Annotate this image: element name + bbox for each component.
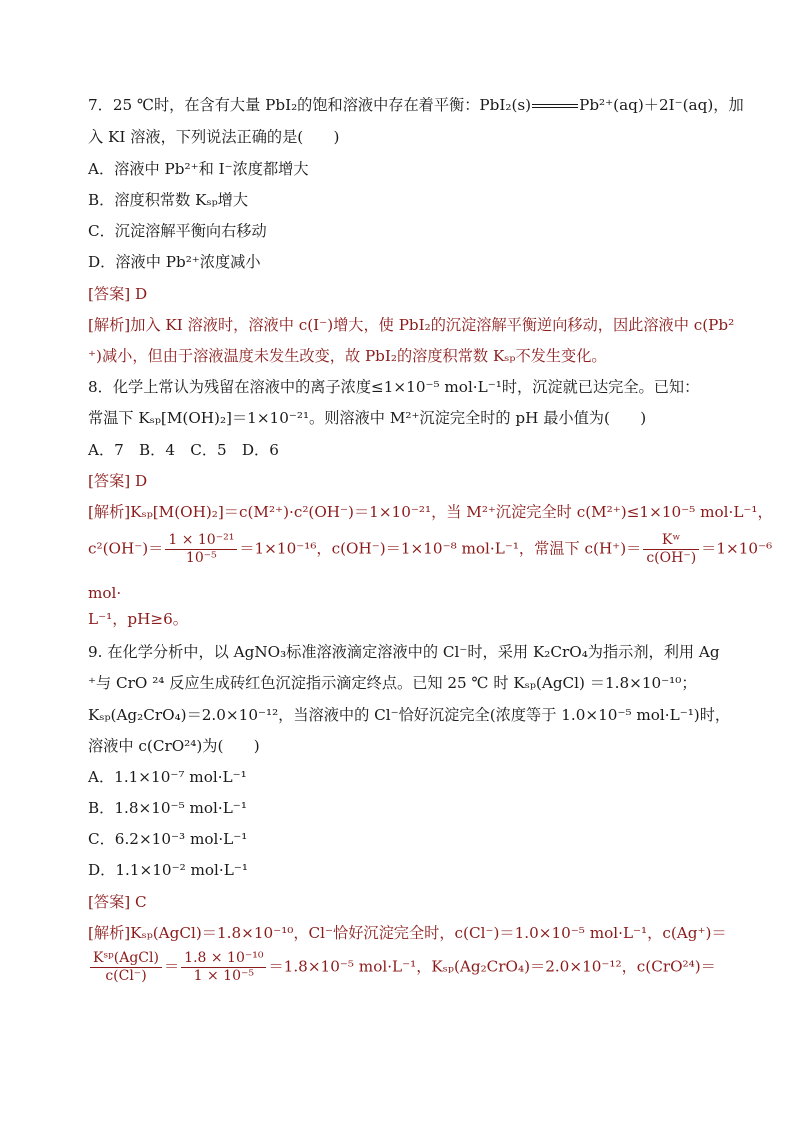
fraction-1-denominator: 10⁻⁵ <box>185 550 217 566</box>
q7-option-b: B．溶度积常数 Kₛₚ增大 <box>88 191 249 209</box>
fraction-1 <box>165 532 237 567</box>
fraction-3 <box>90 950 162 985</box>
fraction-4 <box>181 950 266 985</box>
q8-analysis-part-b: ＝1×10⁻¹⁶，c(OH⁻)＝1×10⁻⁸ mol·L⁻¹，常温下 c(H⁺)＝ <box>239 539 642 558</box>
q9-stem-line3: Kₛₚ(Ag₂CrO₄)＝2.0×10⁻¹²，当溶液中的 Cl⁻恰好沉淀完全(浓度等于 1.0×10⁻⁵ mol·L⁻¹)时， <box>88 706 731 724</box>
q7-option-a: A．溶液中 Pb²⁺和 I⁻浓度都增大 <box>88 160 309 178</box>
q8-stem-line2: 常温下 Kₛₚ[M(OH)₂]＝1×10⁻²¹。则溶液中 M²⁺沉淀完全时的 pH 最小值为( ) <box>88 409 647 427</box>
q7-stem-line2: 入 KI 溶液，下列说法正确的是( ) <box>88 128 340 146</box>
equals-sign: ＝ <box>163 957 180 976</box>
fraction-2-denominator: c(OH⁻) <box>646 550 697 566</box>
equilibrium-arrow-icon <box>532 104 578 108</box>
q9-option-c: C．6.2×10⁻³ mol·L⁻¹ <box>88 830 248 848</box>
q7-analysis-line1: [解析]加入 KI 溶液时，溶液中 c(I⁻)增大，使 PbI₂的沉淀溶解平衡逆向移动，因此溶液中 c(Pb² <box>88 316 735 334</box>
q8-analysis-line3: mol· <box>88 584 122 602</box>
q9-option-d: D．1.1×10⁻² mol·L⁻¹ <box>88 861 248 879</box>
q9-option-b: B．1.8×10⁻⁵ mol·L⁻¹ <box>88 799 247 817</box>
q8-analysis-part-c: ＝1×10⁻⁶ <box>701 539 773 558</box>
q8-analysis-line2 <box>88 532 772 567</box>
fraction-2-numerator: Kʷ <box>643 532 699 550</box>
q7-option-c: C．沉淀溶解平衡向右移动 <box>88 222 267 240</box>
fraction-2 <box>643 532 699 567</box>
fraction-4-denominator: 1 × 10⁻⁵ <box>193 968 254 984</box>
q9-analysis-part-b: ＝1.8×10⁻⁵ mol·L⁻¹，Kₛₚ(Ag₂CrO₄)＝2.0×10⁻¹²，c(CrO²⁴)＝ <box>268 957 716 976</box>
q8-answer: [答案] D <box>88 472 148 490</box>
q9-stem-line4: 溶液中 c(CrO²⁴)为( ) <box>88 737 260 755</box>
q8-analysis-part-a: c²(OH⁻)＝ <box>88 539 164 558</box>
fraction-4-numerator: 1.8 × 10⁻¹⁰ <box>181 950 266 968</box>
q9-stem-line1: 9. 在化学分析中，以 AgNO₃标准溶液滴定溶液中的 Cl⁻时，采用 K₂CrO₄为指示剂，利用 Ag <box>88 643 720 661</box>
q7-answer: [答案] D <box>88 285 148 303</box>
q9-option-a: A．1.1×10⁻⁷ mol·L⁻¹ <box>88 768 247 786</box>
fraction-3-numerator: Kˢᵖ(AgCl) <box>90 950 162 968</box>
q7-stem-line1b: Pb²⁺(aq)＋2I⁻(aq)，加 <box>579 96 744 114</box>
q7-analysis-line2: ⁺)减小，但由于溶液温度未发生改变，故 PbI₂的溶度积常数 Kₛₚ不发生变化。 <box>88 347 607 365</box>
q9-analysis-line2 <box>88 950 716 985</box>
q9-stem-line2: ⁺与 CrO ²⁴ 反应生成砖红色沉淀指示滴定终点。已知 25 ℃ 时 Kₛₚ(AgCl) ＝1.8×10⁻¹⁰； <box>88 674 697 692</box>
q9-answer: [答案] C <box>88 893 147 911</box>
fraction-1-numerator: 1 × 10⁻²¹ <box>165 532 237 550</box>
q8-analysis-line1: [解析]Kₛₚ[M(OH)₂]＝c(M²⁺)·c²(OH⁻)＝1×10⁻²¹，当 M²⁺沉淀完全时 c(M²⁺)≤1×10⁻⁵ mol·L⁻¹， <box>88 503 773 521</box>
q8-options: A．7 B．4 C．5 D．6 <box>88 441 279 459</box>
fraction-3-denominator: c(Cl⁻) <box>105 968 147 984</box>
q7-stem-line1 <box>88 95 744 115</box>
q7-stem-line1a: 7．25 ℃时，在含有大量 PbI₂的饱和溶液中存在着平衡：PbI₂(s) <box>88 96 532 114</box>
q9-analysis-line1: [解析]Kₛₚ(AgCl)＝1.8×10⁻¹⁰，Cl⁻恰好沉淀完全时，c(Cl⁻)＝1.0×10⁻⁵ mol·L⁻¹，c(Ag⁺)＝ <box>88 924 727 942</box>
q8-stem-line1: 8．化学上常认为残留在溶液中的离子浓度≤1×10⁻⁵ mol·L⁻¹时，沉淀就已达完全。已知： <box>88 378 700 396</box>
q8-analysis-line4: L⁻¹，pH≥6。 <box>88 610 188 628</box>
q7-option-d: D．溶液中 Pb²⁺浓度减小 <box>88 253 261 271</box>
